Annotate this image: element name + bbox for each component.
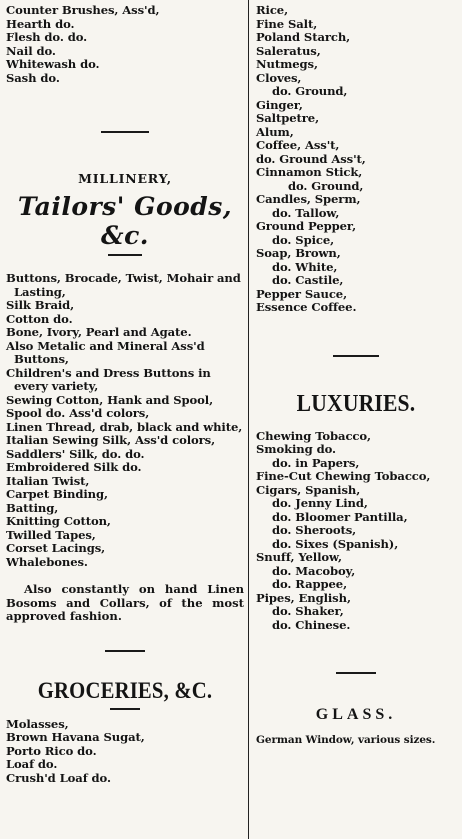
list-item: Spool do. Ass'd colors,: [6, 406, 150, 420]
list-item: Whalebones.: [6, 554, 88, 569]
list-item: Hearth do.: [6, 16, 75, 31]
list-item: do. Rappee,: [272, 577, 348, 591]
list-item: Rice,: [256, 3, 289, 17]
list-item: Nutmegs,: [256, 57, 318, 71]
list-item: do. Ground,: [272, 84, 348, 98]
list-item: Smoking do.: [256, 442, 336, 456]
list-item: do. Castile,: [272, 273, 344, 287]
list-item: do. Shaker,: [272, 604, 344, 618]
luxuries-heading: LUXURIES.: [296, 390, 416, 417]
list-item: Fine-Cut Chewing Tobacco,: [256, 469, 431, 483]
list-item: Embroidered Silk do.: [6, 460, 142, 474]
list-item: Flesh do. do.: [6, 30, 88, 44]
list-item: Buttons, Brocade, Twist, Mohair and Lasting,: [6, 271, 241, 299]
millinery-heading: MILLINERY,: [78, 171, 172, 186]
list-item: Cigars, Spanish,: [256, 482, 361, 497]
luxuries-items-list: [256, 430, 456, 633]
list-item: do. Spice,: [272, 232, 335, 247]
list-item: Soap, Brown,: [256, 246, 341, 260]
list-item: Chewing Tobacco,: [256, 428, 371, 443]
list-item: Cinnamon Stick,: [256, 165, 363, 179]
list-item: Porto Rico do.: [6, 743, 97, 758]
list-item: Italian Sewing Silk, Ass'd colors,: [6, 433, 216, 447]
list-item: Silk Braid,: [6, 298, 75, 312]
list-item: Pipes, English,: [256, 590, 351, 605]
list-item: Corset Lacings,: [6, 541, 106, 555]
list-item: Coffee, Ass't,: [256, 138, 340, 152]
list-item: Linen Thread, drab, black and white,: [6, 419, 243, 434]
list-item: Poland Starch,: [256, 30, 351, 44]
right-column: [256, 0, 456, 748]
column-divider: [248, 0, 249, 839]
grocery-items-list: [256, 4, 456, 315]
list-item: do. Sixes (Spanish),: [272, 536, 399, 551]
list-item: Ground Pepper,: [256, 219, 357, 233]
list-item: Loaf do.: [6, 757, 58, 771]
list-item: Children's and Dress Buttons in every variety,: [6, 365, 211, 393]
list-item: do. Bloomer Pantilla,: [272, 509, 408, 524]
tailors-goods-heading: Tailors' Goods, &c.: [17, 192, 233, 250]
list-item: Cotton do.: [6, 311, 73, 326]
list-item: do. Macoboy,: [272, 563, 356, 578]
list-item: Sash do.: [6, 70, 60, 85]
list-item: Alum,: [256, 124, 294, 139]
list-item: Also Metalic and Mineral Ass'd Buttons,: [6, 338, 205, 366]
glass-heading: GLASS.: [315, 706, 397, 723]
groceries-items-list: [6, 718, 244, 786]
list-item: Fine Salt,: [256, 16, 318, 31]
left-column: [6, 0, 244, 785]
list-item: Ginger,: [256, 97, 303, 112]
list-item: Knitting Cotton,: [6, 514, 111, 528]
list-item: Brown Havana Sugat,: [6, 730, 145, 744]
list-item: Crush'd Loaf do.: [6, 770, 111, 785]
tailors-items-list: [6, 272, 244, 569]
list-item: Sewing Cotton, Hank and Spool,: [6, 392, 214, 407]
list-item: Nail do.: [6, 43, 56, 58]
list-item: do. Jenny Lind,: [272, 496, 368, 510]
list-item: Saleratus,: [256, 43, 321, 58]
list-item: do. Sheroots,: [272, 523, 357, 537]
list-item: do. Ground,: [288, 178, 364, 193]
list-item: Pepper Sauce,: [256, 286, 348, 301]
list-item: Italian Twist,: [6, 473, 90, 488]
list-item: do. Chinese.: [272, 617, 351, 632]
list-item: Bone, Ivory, Pearl and Agate.: [6, 325, 192, 339]
list-item: Essence Coffee.: [256, 300, 357, 314]
list-item: do. White,: [272, 259, 338, 274]
list-item: Cloves,: [256, 70, 302, 85]
list-item: Snuff, Yellow,: [256, 550, 342, 564]
list-item: do. Tallow,: [272, 205, 340, 220]
list-item: Counter Brushes, Ass'd,: [6, 3, 160, 17]
list-item: do. Ground Ass't,: [256, 151, 366, 166]
groceries-heading: GROCERIES, &C.: [37, 677, 213, 703]
list-item: Molasses,: [6, 716, 69, 731]
list-item: Saddlers' Silk, do. do.: [6, 446, 145, 461]
list-item: Batting,: [6, 500, 59, 515]
list-item: Candles, Sperm,: [256, 192, 361, 206]
top-items-list: [6, 4, 244, 85]
list-item: Twilled Tapes,: [6, 527, 96, 542]
list-item: Carpet Binding,: [6, 487, 108, 501]
list-item: German Window, various sizes.: [256, 734, 436, 746]
list-item: Saltpetre,: [256, 111, 320, 125]
list-item: Whitewash do.: [6, 57, 100, 71]
tailors-note: Also constantly on hand Linen Bosoms and Collars, of the most approved fashion.: [6, 582, 244, 623]
list-item: do. in Papers,: [272, 455, 360, 470]
